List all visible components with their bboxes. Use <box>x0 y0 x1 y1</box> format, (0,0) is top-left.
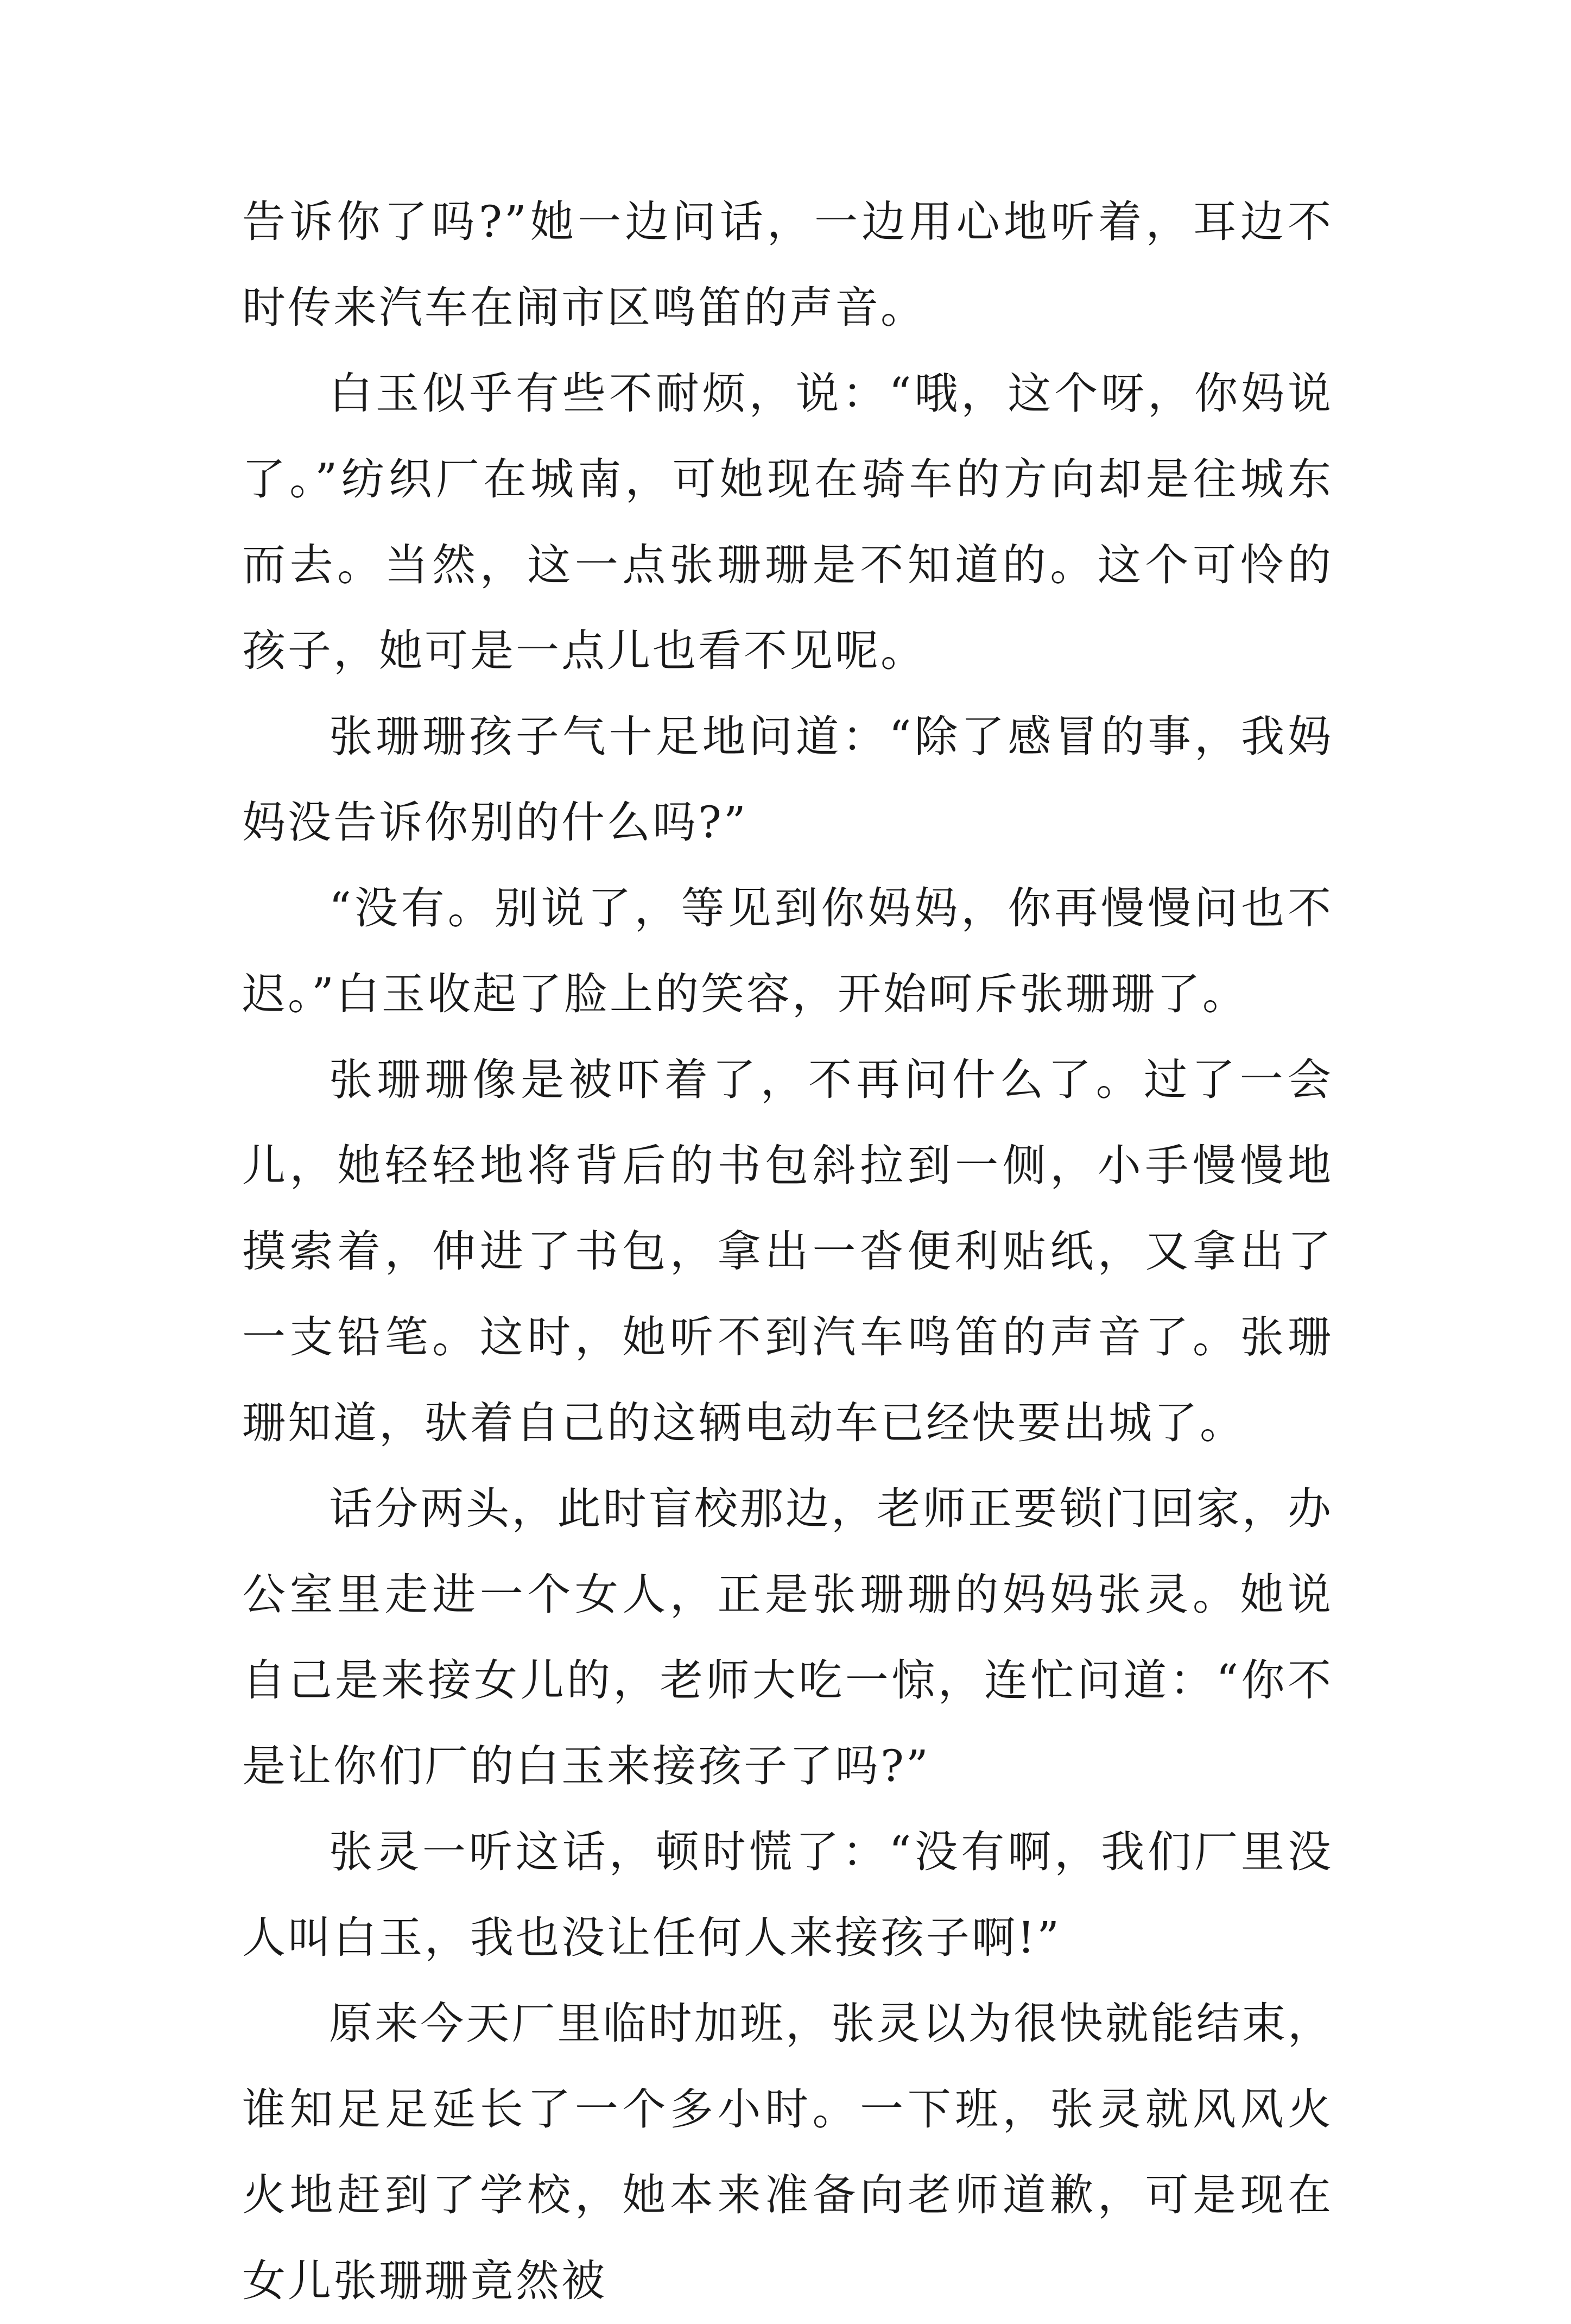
paragraph-2: 白玉似乎有些不耐烦，说：“哦，这个呀，你妈说了。”纺织厂在城南，可她现在骑车的方向却是往城东而去。当然，这一点张珊珊是不知道的。这个可怜的孩子，她可是一点儿也看不见呢。 <box>242 368 1333 676</box>
paragraph-4: “没有。别说了，等见到你妈妈，你再慢慢问也不迟。”白玉收起了脸上的笑容，开始呵斥张珊珊了。 <box>242 883 1333 1019</box>
paragraph-1-continued: 告诉你了吗?”她一边问话，一边用心地听着，耳边不时传来汽车在闹市区鸣笛的声音。 <box>242 197 1333 333</box>
paragraph-5: 张珊珊像是被吓着了，不再问什么了。过了一会儿，她轻轻地将背后的书包斜拉到一侧，小手慢慢地摸索着，伸进了书包，拿出一沓便利贴纸，又拿出了一支铅笔。这时，她听不到汽车鸣笛的声音了。张珊珊知道，驮着自己的这辆电动车已经快要出城了。 <box>242 1054 1333 1448</box>
story-text <box>242 179 1333 2324</box>
paragraph-7: 张灵一听这话，顿时慌了：“没有啊，我们厂里没人叫白玉，我也没让任何人来接孩子啊!” <box>242 1827 1333 1963</box>
paragraph-6: 话分两头，此时盲校那边，老师正要锁门回家，办公室里走进一个女人，正是张珊珊的妈妈张灵。她说自己是来接女儿的，老师大吃一惊，连忙问道：“你不是让你们厂的白玉来接孩子了吗?” <box>242 1483 1333 1791</box>
paragraph-8: 原来今天厂里临时加班，张灵以为很快就能结束，谁知足足延长了一个多小时。一下班，张灵就风风火火地赶到了学校，她本来准备向老师道歉，可是现在女儿张珊珊竟然被 <box>242 1998 1333 2306</box>
paragraph-3: 张珊珊孩子气十足地问道：“除了感冒的事，我妈妈没告诉你别的什么吗?” <box>242 711 1333 848</box>
